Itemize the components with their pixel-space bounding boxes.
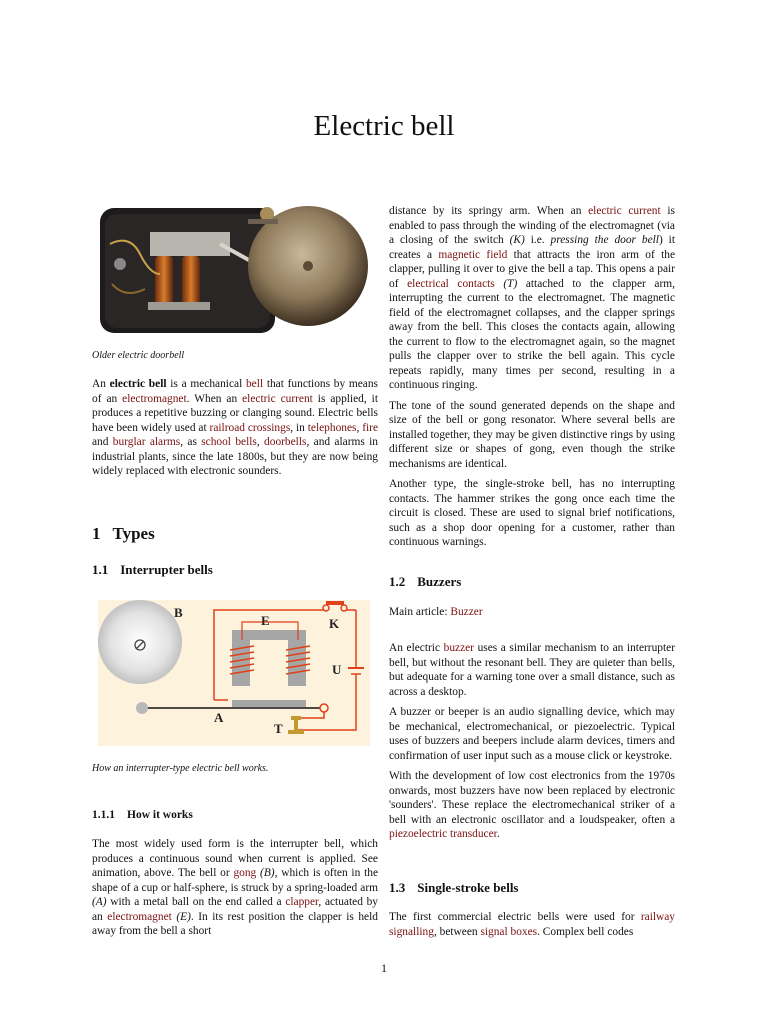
- italic-text: (E): [176, 910, 191, 923]
- inline-link[interactable]: bell: [245, 378, 264, 390]
- inline-link[interactable]: burglar alarms: [112, 436, 181, 448]
- text-run: is enabled to pass through the winding of the electromagnet (via a closing of the switch: [389, 205, 675, 246]
- inline-link[interactable]: gong: [233, 867, 257, 879]
- text-run: , which is often in the shape of a cup or half-sphere, is struck by a spring-loaded arm: [92, 867, 378, 894]
- text-run: ) it creates a: [389, 234, 675, 261]
- text-run: and: [92, 436, 113, 448]
- subsection-heading-single-stroke-bells: 1.3 Single-stroke bells: [389, 880, 519, 895]
- text-run: . Complex bell codes: [537, 925, 634, 938]
- text-run: The most widely used form is the interrupter bell, which produces a continuous sound when current is applied. See animation, above. The bell or: [92, 838, 378, 879]
- main-article-note: [389, 605, 675, 626]
- buzzers-body: [389, 641, 675, 848]
- text-run: Main article:: [389, 606, 451, 618]
- text-run: , between: [433, 925, 481, 938]
- italic-text: (K): [509, 234, 525, 246]
- text-run: ,: [256, 436, 265, 448]
- text-run: that attracts the iron arm of the clapper, pulling it over to give the bell a tap. This opens a pair of: [389, 248, 676, 290]
- single-stroke-body: [389, 910, 675, 945]
- text-run: i.e.: [524, 234, 551, 246]
- inline-link[interactable]: magnetic field: [438, 248, 508, 261]
- text-run: with a metal ball on the end called a: [106, 896, 286, 908]
- how-it-works-paragraph: [92, 837, 378, 945]
- doorbell-photo: [100, 204, 371, 333]
- text-run: is applied, it produces a repetitive buzzing or clanging sound. Electric bells have been widely used at: [92, 392, 378, 434]
- section-heading-types: 1 Types: [92, 524, 155, 543]
- text-run: . In its rest position the clapper is held away from the bell a short: [92, 910, 378, 937]
- inline-link[interactable]: telephones: [307, 421, 357, 434]
- page-number: 1: [381, 961, 387, 975]
- subsubsection-heading-how-it-works: 1.1.1 How it works: [92, 809, 193, 821]
- inline-link[interactable]: fire: [362, 421, 378, 434]
- inline-link[interactable]: electromagnet: [107, 910, 172, 923]
- inline-link[interactable]: railway signalling: [389, 911, 675, 938]
- intro-text: [92, 377, 378, 479]
- diagram-label-k: K: [329, 616, 340, 631]
- inline-link[interactable]: Buzzer: [450, 606, 483, 618]
- diagram-label-a: A: [214, 710, 224, 725]
- diagram-label-t: T: [274, 721, 283, 736]
- text-run: , and alarms in industrial plants, since the late 1800s, but they are now being widely replaced with electronic sounders.: [92, 436, 379, 477]
- text-run: ,: [356, 421, 363, 434]
- inline-link[interactable]: electric current: [242, 392, 313, 405]
- inline-link[interactable]: signal boxes: [480, 925, 538, 938]
- text-run: , in: [290, 421, 308, 434]
- mechanism-paragraph: [389, 204, 675, 393]
- inline-link[interactable]: doorbells: [264, 436, 307, 448]
- inline-link[interactable]: piezoelectric transducer: [389, 828, 497, 840]
- text-run: An: [92, 378, 110, 390]
- inline-link[interactable]: buzzer: [443, 642, 474, 654]
- inline-link[interactable]: school bells: [201, 436, 257, 448]
- italic-text: (B): [260, 867, 275, 879]
- subsection-heading-buzzers: 1.2 Buzzers: [389, 574, 462, 589]
- page-title: Electric bell: [313, 110, 455, 142]
- inline-link[interactable]: electromagnet: [122, 392, 187, 405]
- inline-link[interactable]: electric current: [588, 205, 661, 217]
- diagram-caption: How an interrupter-type electric bell works.: [92, 763, 269, 774]
- text-run: An electric: [389, 642, 444, 654]
- text-run: that functions by means of an: [92, 378, 378, 405]
- text-run: The first commercial electric bells were used for: [389, 911, 641, 923]
- text-run: .: [496, 828, 500, 840]
- inline-link[interactable]: railroad crossings: [209, 421, 291, 434]
- italic-text: pressing the door bell: [550, 234, 659, 246]
- subsection-heading-interrupter-bells: 1.1 Interrupter bells: [92, 562, 213, 577]
- text-run: is a mechanical: [166, 378, 246, 390]
- diagram-label-e: E: [261, 613, 270, 628]
- text-run: , as: [180, 436, 202, 448]
- right-column-top: [389, 204, 675, 556]
- text-run: distance by its springy arm. When an: [389, 205, 589, 217]
- tone-paragraph: The tone of the sound generated depends on the shape and size of the bell or gong resonator. Where several bells are installed together, they may be given distinctive rings by using different size or shapes of gong, even though the strike mechanisms are identical.: [389, 399, 675, 470]
- italic-text: (T): [503, 277, 518, 290]
- interrupter-bell-diagram: [98, 600, 370, 746]
- diagram-label-b: B: [174, 605, 183, 620]
- intro-paragraph: [92, 377, 378, 485]
- inline-link[interactable]: electrical contacts: [407, 277, 495, 290]
- text-run: uses a similar mechanism to an interrupter bell, but without the resonant bell. They are quieter than bells, but adequate for a warning tone over a small distance, such as across a desktop.: [389, 642, 675, 698]
- buzzer-paragraph-1: [389, 641, 675, 699]
- single-stroke-intro-paragraph: Another type, the single-stroke bell, has no interrupting contacts. The hammer strikes the gong once each time the circuit is closed. These are used to signal brief notifications, such as a shop door opening for a customer, rather than continuous warnings.: [389, 478, 675, 548]
- how-it-works-text: [92, 837, 378, 939]
- main-article-link[interactable]: [389, 605, 675, 620]
- bold-term: electric bell: [109, 378, 167, 390]
- inline-link[interactable]: clapper: [285, 896, 319, 908]
- text-run: , actuated by an: [92, 896, 378, 923]
- text-run: . When an: [186, 392, 243, 405]
- buzzer-paragraph-3: [389, 769, 675, 842]
- photo-caption: Older electric doorbell: [92, 350, 185, 361]
- diagram-label-u: U: [332, 662, 342, 677]
- text-run: With the development of low cost electronics from the 1970s onwards, most buzzers have now been replaced by electronic 'sounders'. These replace the electromechanical striker of a bell with an electronic oscillator and a loudspeaker, often a: [389, 770, 675, 826]
- single-stroke-paragraph-1: [389, 910, 675, 939]
- buzzer-paragraph-2: A buzzer or beeper is an audio signalling device, which may be mechanical, electromechanical, or piezoelectric. Typical uses of buzzers and beepers include alarm devices, timers and confirmation of user input such as a mouse click or keystroke.: [389, 706, 675, 762]
- italic-text: (A): [92, 896, 107, 908]
- text-run: attached to the clapper arm, interrupting the current to the electromagnet. The magnetic field of the electromagnet collapses, and the clapper springs away from the bell. This closes the contacts again, allowing the current to flow to the electromagnet again, so the magnet pulls the clapper over to strike the bell again. This cycle repeats rapidly, many times per second, resulting in a continuous ringing.: [389, 277, 675, 391]
